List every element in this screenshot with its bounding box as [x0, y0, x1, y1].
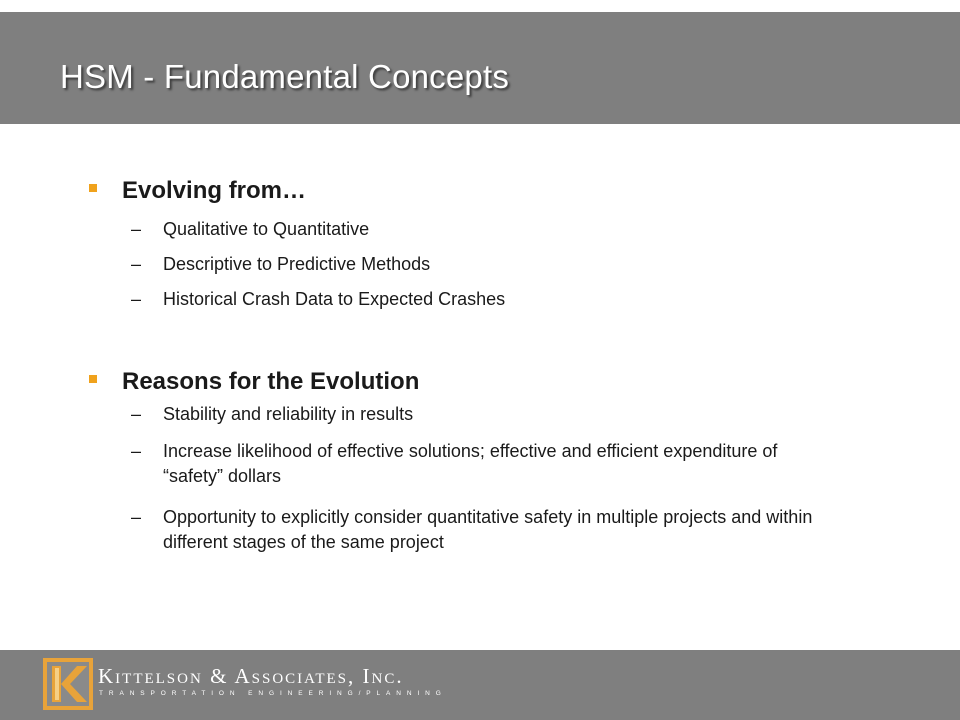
sub-item	[131, 439, 831, 489]
sub-item-text: Descriptive to Predictive Methods	[163, 254, 431, 274]
sub-item-text: Increase likelihood of effective solutions; effective and efficient expenditure of “safety” dollars	[163, 441, 778, 486]
section-heading-evolving: Evolving from…	[122, 177, 307, 204]
sub-item	[131, 287, 831, 312]
sub-item	[131, 252, 831, 277]
dash-marker: –	[131, 219, 142, 239]
dash-marker: –	[131, 507, 142, 527]
dash-marker: –	[131, 289, 142, 309]
kittelson-k-logo-icon	[43, 658, 93, 710]
slide-title: HSM - Fundamental Concepts	[60, 58, 510, 95]
sub-item	[131, 217, 831, 242]
dash-marker: –	[131, 441, 142, 461]
sub-item-text: Stability and reliability in results	[163, 404, 414, 424]
company-name: Kittelson & Associates, Inc.	[98, 664, 404, 688]
company-tagline: TRANSPORTATION ENGINEERING/PLANNING	[99, 690, 447, 697]
sub-item	[131, 402, 831, 427]
section-heading-reasons: Reasons for the Evolution	[122, 368, 420, 395]
dash-marker: –	[131, 404, 142, 424]
sub-item	[131, 505, 831, 555]
sub-item-text: Opportunity to explicitly consider quantitative safety in multiple projects and within different stages of the same project	[163, 507, 813, 552]
dash-marker: –	[131, 254, 142, 274]
sub-item-text: Historical Crash Data to Expected Crashes	[163, 289, 506, 309]
square-bullet-icon	[89, 184, 97, 192]
sub-item-text: Qualitative to Quantitative	[163, 219, 370, 239]
square-bullet-icon	[89, 375, 97, 383]
footer-band	[0, 650, 960, 720]
